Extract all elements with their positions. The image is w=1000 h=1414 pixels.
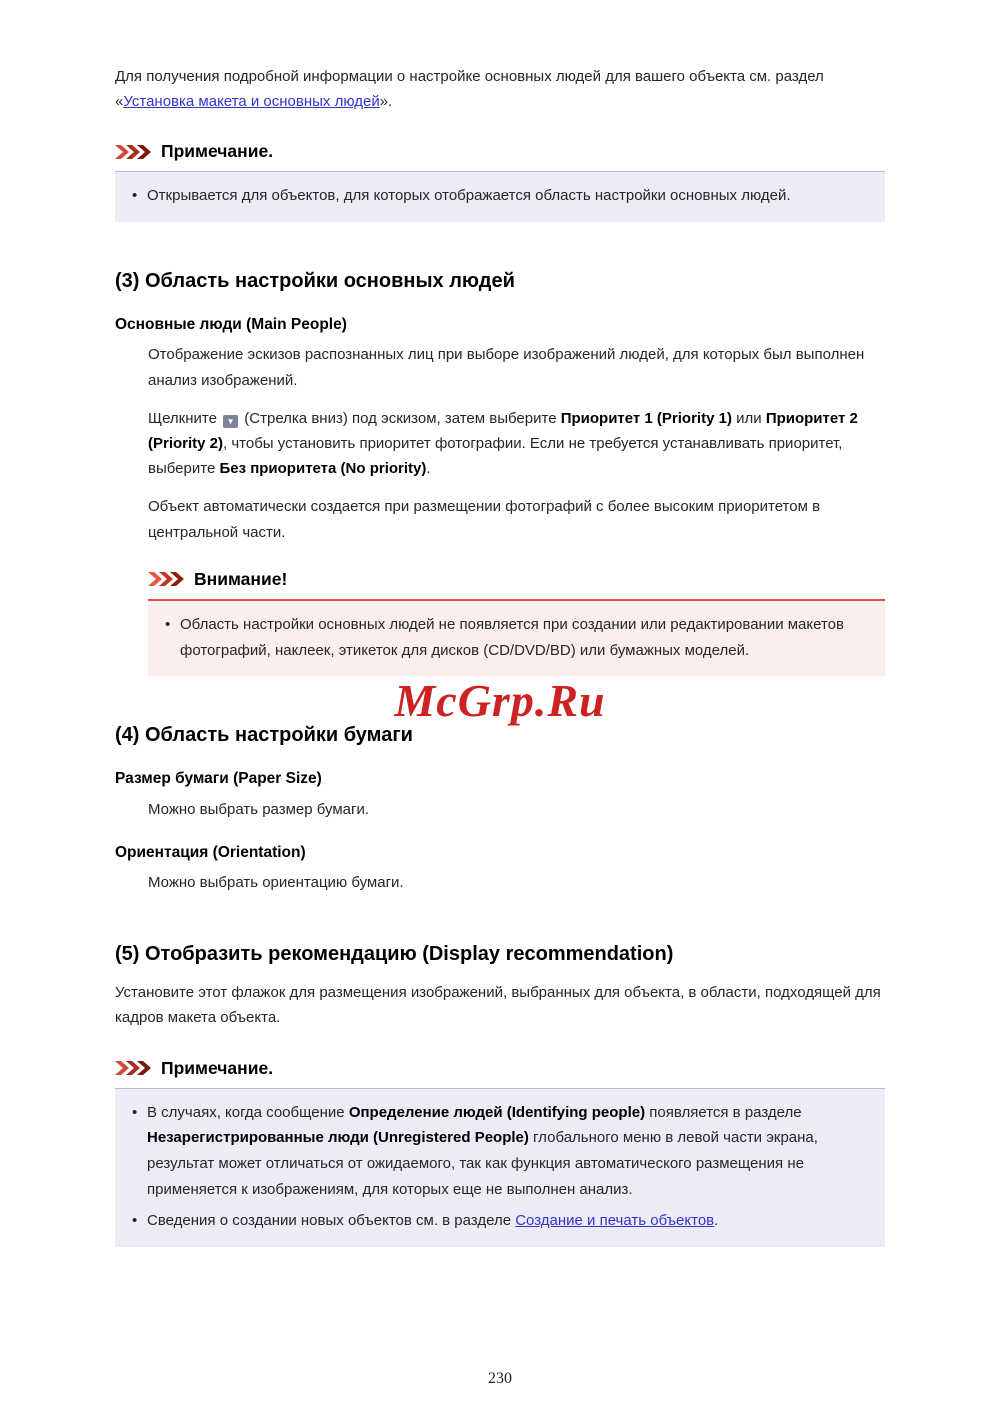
intro-text-pre: Для получения подробной информации о настройке основных людей для вашего объекта см. раздел « (115, 68, 824, 111)
term-orientation: Ориентация (Orientation) (115, 843, 306, 861)
important-box (148, 599, 885, 677)
page-number: 230 (488, 1370, 512, 1387)
note-2-item-1-text-3: глобального меню в левой части экрана, результат может отличаться от ожидаемого, так как функция автоматического размещения не применяется к изображениям, для которых еще не выполнен анализ. (147, 1129, 818, 1198)
priority-text-1: Щелкните (148, 409, 222, 427)
identifying-people-label: Определение людей (Identifying people) (348, 1103, 646, 1121)
note-chevrons-icon (115, 144, 152, 160)
no-priority-label: Без приоритета (No priority) (219, 460, 427, 478)
note-1-item-text: Открывается для объектов, для которых отображается область настройки основных людей. (147, 187, 791, 205)
down-arrow-icon: ▼ (223, 415, 238, 428)
section-5-heading: (5) Отобразить рекомендацию (Display recommendation) (115, 943, 674, 966)
note-2-box (115, 1088, 885, 1247)
important-item-text: Область настройки основных людей не появляется при создании или редактировании макетов фотографий, наклеек, этикеток для дисков (CD/DVD/BD) или бумажных моделей. (180, 615, 844, 659)
note-2-item-2-text-2: . (714, 1211, 719, 1229)
note-2-item-1-text-2: появляется в разделе (645, 1103, 802, 1121)
section-4-heading: (4) Область настройки бумаги (115, 724, 413, 747)
note-2-item-1 (130, 1100, 870, 1203)
term-paper-size: Размер бумаги (Paper Size) (115, 770, 322, 788)
note-2-item-2 (130, 1208, 870, 1234)
note-callout-2 (115, 1058, 885, 1247)
priority-text-2: (Стрелка вниз) под эскизом, затем выберите (240, 409, 561, 427)
priority-2-label: Приоритет 2 (Priority 2) (148, 409, 858, 452)
note-1-list (130, 183, 870, 209)
intro-text-post: ». (379, 93, 393, 111)
layout-main-people-link[interactable]: Установка макета и основных людей (123, 93, 380, 111)
important-chevrons-icon (148, 571, 185, 587)
important-list (163, 612, 870, 664)
term-main-people: Основные люди (Main People) (115, 316, 347, 334)
priority-instructions (148, 406, 885, 482)
note-callout-1 (115, 141, 885, 222)
auto-creation-note: Объект автоматически создается при размещении фотографий с более высоким приоритетом в центральной части. (148, 498, 821, 541)
intro-paragraph (115, 64, 885, 114)
site-watermark: McGrp.Ru (394, 675, 606, 726)
priority-text-4: , чтобы установить приоритет фотографии. Если не требуется устанавливать приоритет, выберите (148, 434, 843, 478)
note-1-heading (115, 141, 885, 162)
display-recommendation-description: Установите этот флажок для размещения изображений, выбранных для объекта, в области, подходящей для кадров макета объекта. (115, 984, 881, 1027)
note-2-heading (115, 1058, 885, 1079)
paper-size-description: Можно выбрать размер бумаги. (148, 800, 370, 818)
note-2-title: Примечание. (161, 1057, 274, 1078)
orientation-description: Можно выбрать ориентацию бумаги. (148, 874, 404, 892)
priority-text-5: . (426, 460, 431, 478)
create-print-items-link[interactable]: Создание и печать объектов (515, 1211, 715, 1229)
note-2-list (130, 1100, 870, 1234)
important-callout (148, 569, 885, 677)
note-chevrons-icon (115, 1060, 152, 1076)
note-2-item-1-text-1: В случаях, когда сообщение (147, 1103, 349, 1121)
important-heading (148, 569, 885, 590)
section-3-heading: (3) Область настройки основных людей (115, 270, 515, 293)
important-title: Внимание! (194, 568, 288, 589)
note-2-item-2-text-1: Сведения о создании новых объектов см. в разделе (147, 1211, 516, 1229)
unregistered-people-label: Незарегистрированные люди (Unregistered People) (147, 1129, 529, 1147)
note-1-box (115, 171, 885, 222)
note-1-title: Примечание. (161, 141, 274, 162)
priority-1-label: Приоритет 1 (Priority 1) (560, 409, 732, 427)
note-1-item (130, 183, 870, 209)
priority-text-3: или (731, 409, 766, 427)
main-people-description: Отображение эскизов распознанных лиц при выборе изображений людей, для которых был выполнен анализ изображений. (148, 346, 865, 389)
important-item (163, 612, 870, 664)
